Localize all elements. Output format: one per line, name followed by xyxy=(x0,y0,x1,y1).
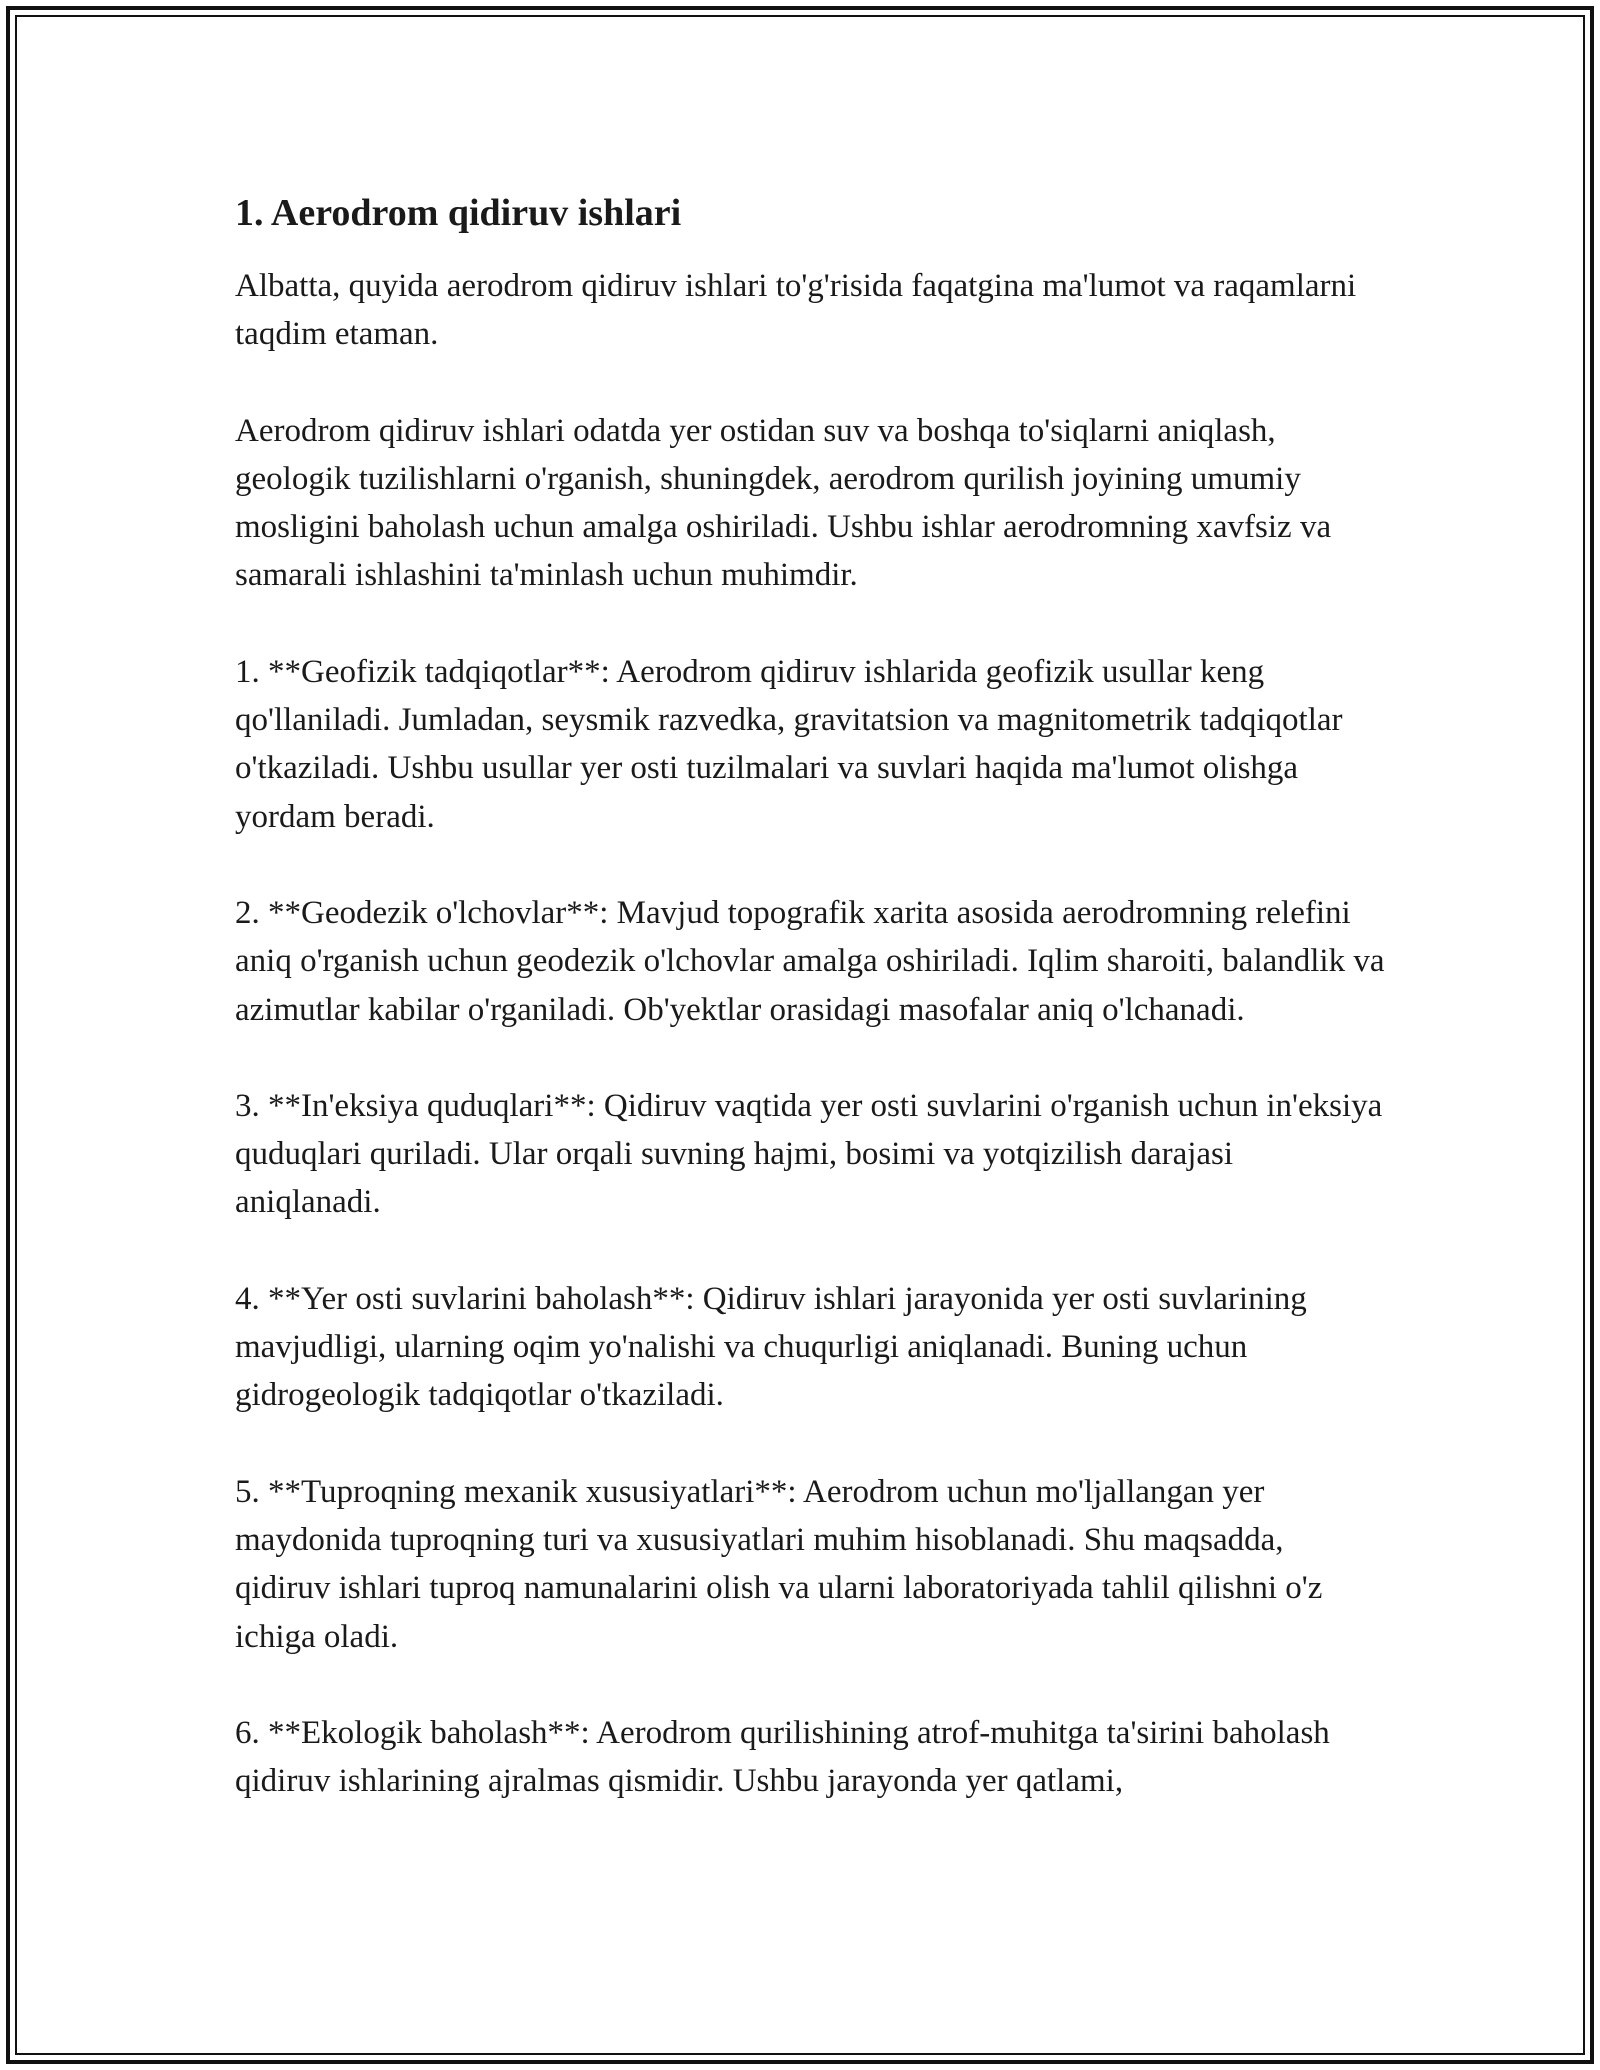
section-heading: 1. Aerodrom qidiruv ishlari xyxy=(235,192,682,234)
paragraph-overview: Aerodrom qidiruv ishlari odatda yer ostidan suv va boshqa to'siqlarni aniqlash, geologik tuzilishlarni o'rganish, shuningdek, aerodrom qurilish joyining umumiy mosligini baholash uchun amalga oshiriladi. Ushbu ishlar aerodromning xavfsiz va samarali ishlashini ta'minlash uchun muhimdir. xyxy=(235,412,1332,594)
list-item-geodezik: 2. **Geodezik o'lchovlar**: Mavjud topografik xarita asosida aerodromning relefini aniq o'rganish uchun geodezik o'lchovlar amalga oshiriladi. Iqlim sharoiti, balandlik va azimutlar kabilar o'rganiladi. Ob'yektlar orasidagi masofalar aniq o'lchanadi. xyxy=(235,894,1385,1028)
list-item-ineksiya: 3. **In'eksiya quduqlari**: Qidiruv vaqtida yer osti suvlarini o'rganish uchun in'eksiya quduqlari quriladi. Ular orqali suvning hajmi, bosimi va yotqizilish darajasi aniqlanadi. xyxy=(235,1087,1383,1221)
list-item-yer-osti-suvlari: 4. **Yer osti suvlarini baholash**: Qidiruv ishlari jarayonida yer osti suvlarining mavjudligi, ularning oqim yo'nalishi va chuqurligi aniqlanadi. Buning uchun gidrogeologik tadqiqotlar o'tkaziladi. xyxy=(235,1280,1307,1414)
list-item-tuproq: 5. **Tuproqning mexanik xususiyatlari**: Aerodrom uchun mo'ljallangan yer maydonida tuproqning turi va xususiyatlari muhim hisoblanadi. Shu maqsadda, qidiruv ishlari tuproq namunalarini olish va ularni laboratoriyada tahlil qilishni o'z ichiga oladi. xyxy=(235,1473,1323,1655)
list-item-geofizik: 1. **Geofizik tadqiqotlar**: Aerodrom qidiruv ishlarida geofizik usullar keng qo'llaniladi. Jumladan, seysmik razvedka, gravitatsion va magnitometrik tadqiqotlar o'tkaziladi. Ushbu usullar yer osti tuzilmalari va suvlari haqida ma'lumot olishga yordam beradi. xyxy=(235,653,1343,835)
document-body xyxy=(235,186,1385,1853)
list-item-ekologik: 6. **Ekologik baholash**: Aerodrom qurilishining atrof-muhitga ta'sirini baholash qidiruv ishlarining ajralmas qismidir. Ushbu jarayonda yer qatlami, xyxy=(235,1714,1330,1800)
paragraph-intro: Albatta, quyida aerodrom qidiruv ishlari to'g'risida faqatgina ma'lumot va raqamlarni taqdim etaman. xyxy=(235,268,1357,353)
